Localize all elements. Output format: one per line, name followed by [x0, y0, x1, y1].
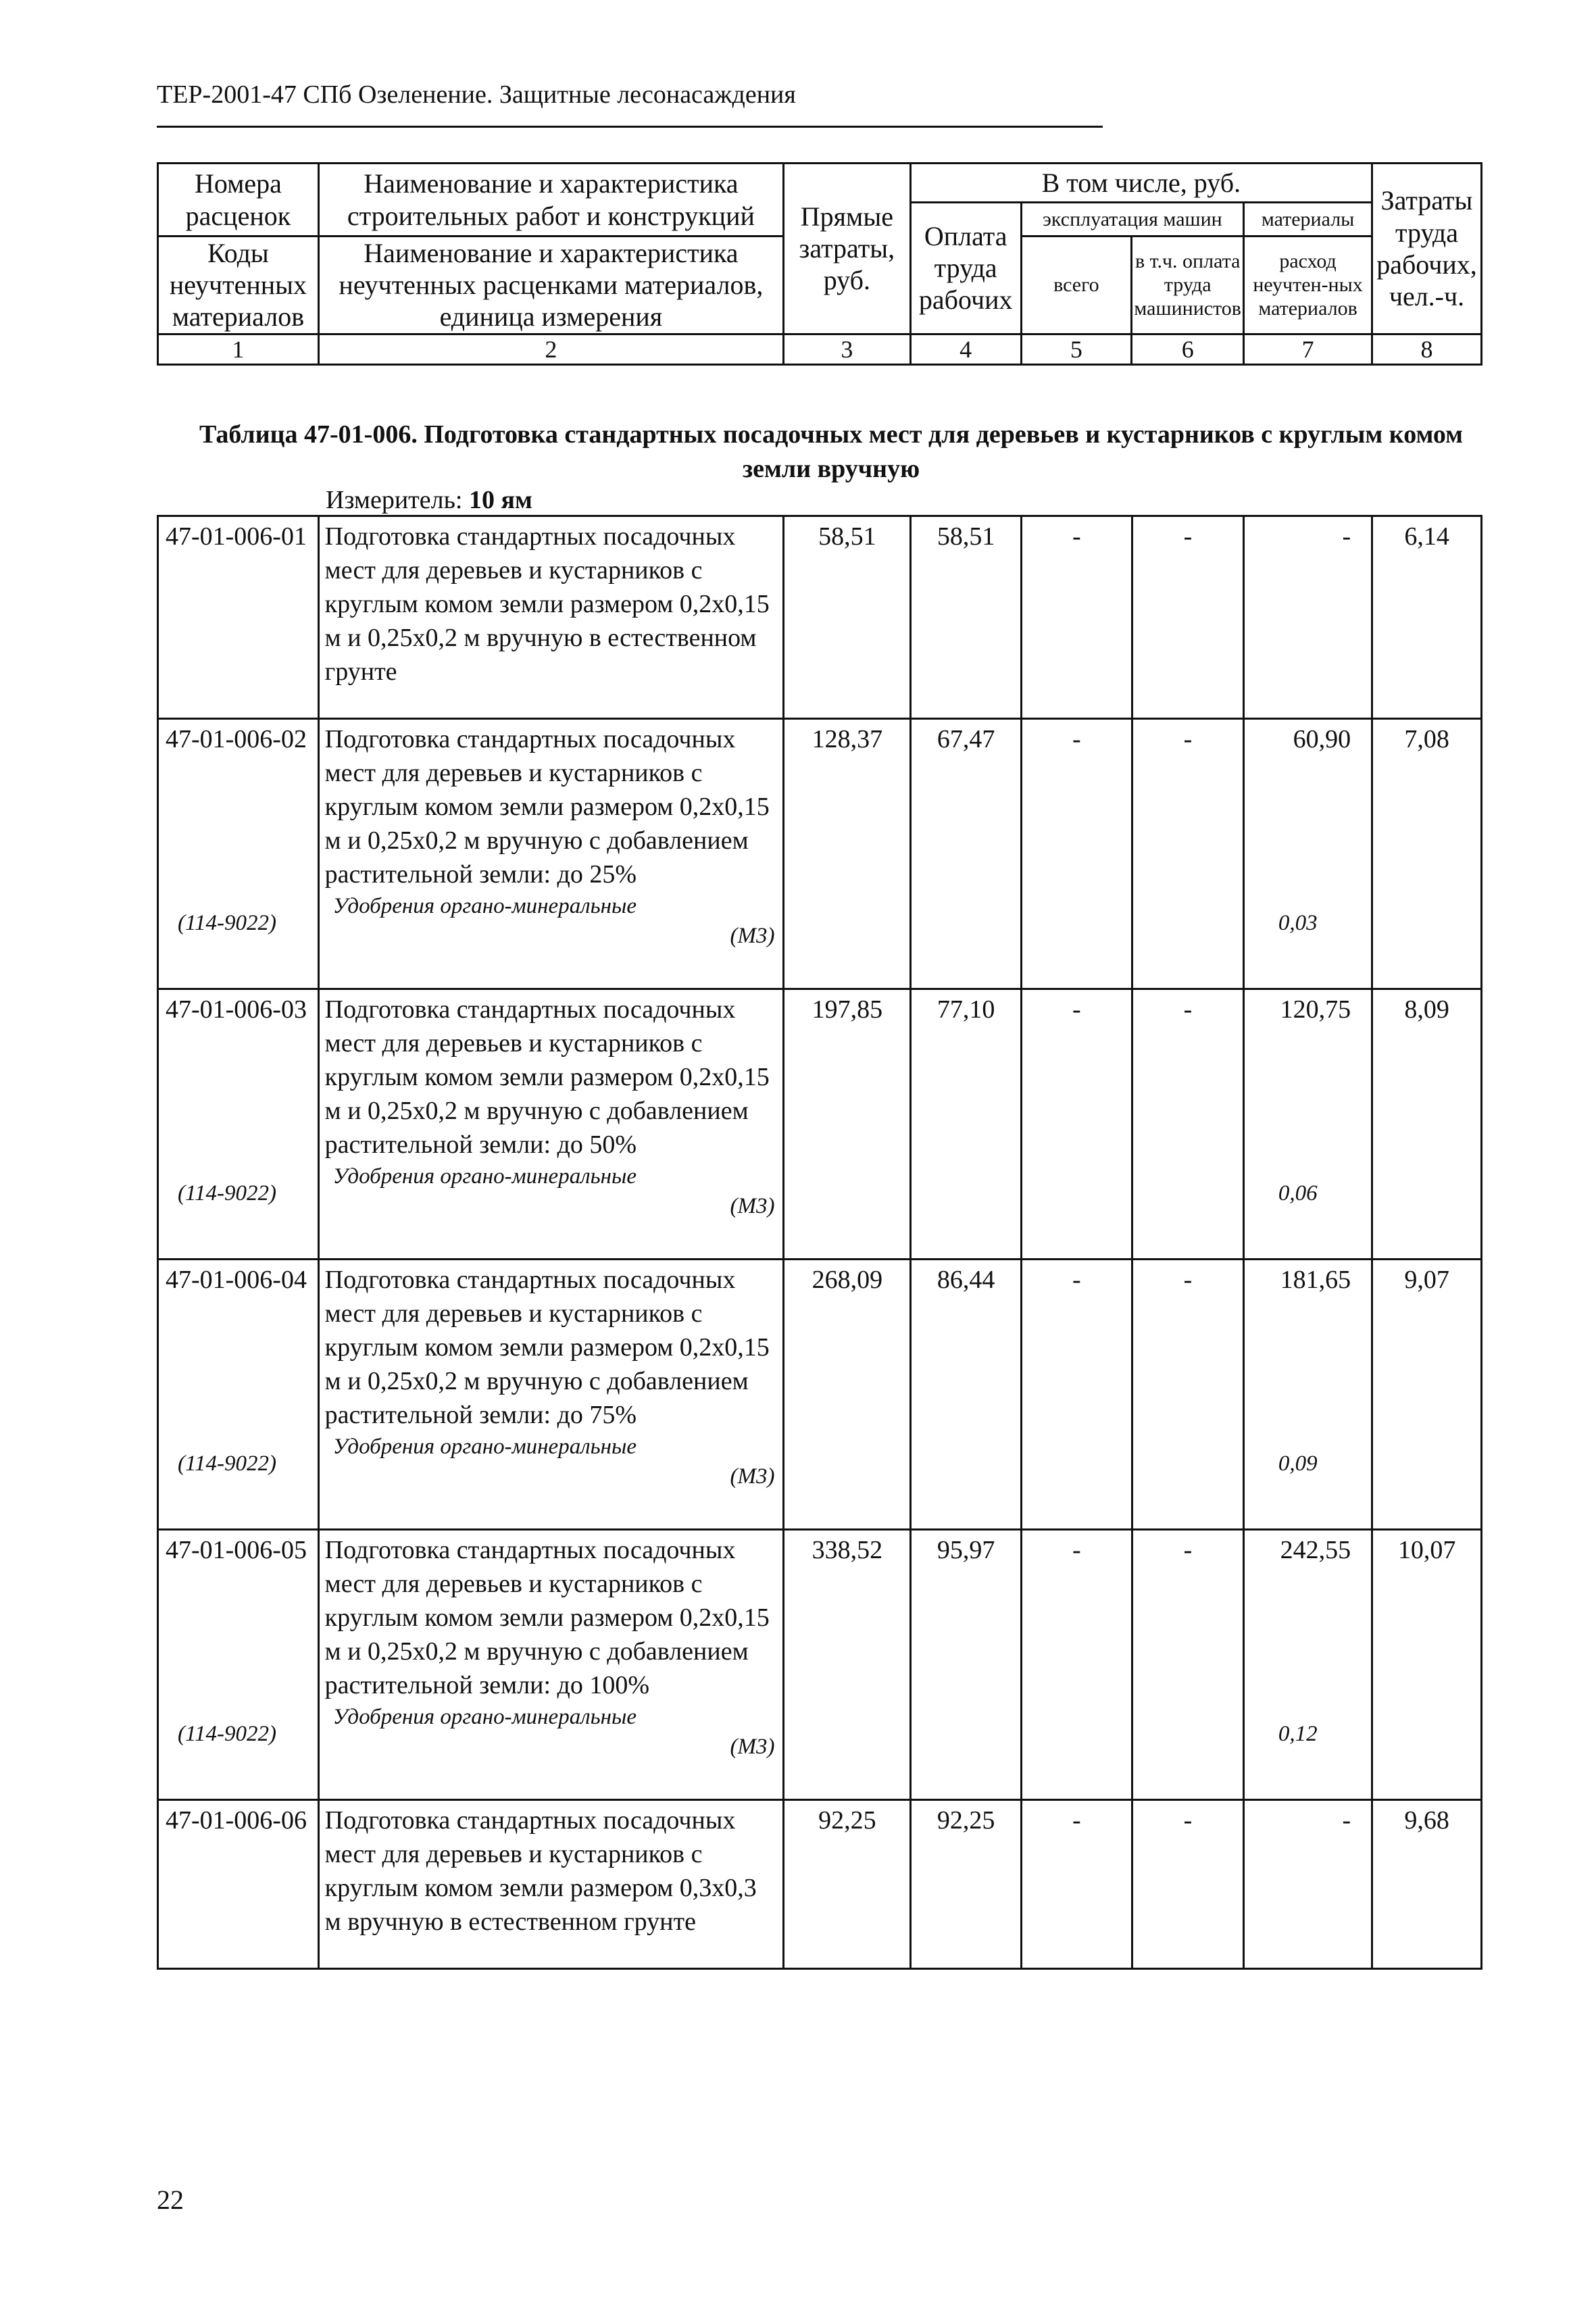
machinist-pay: - [1132, 1530, 1244, 1800]
machines-total: - [1022, 516, 1132, 719]
page-header-title: ТЕР-2001-47 СПб Озеленение. Защитные лесонасаждения [157, 80, 796, 109]
labor-hours: 9,07 [1372, 1260, 1482, 1530]
material-code: (114-9022) [178, 1722, 277, 1746]
worker-pay: 58,51 [911, 516, 1022, 719]
material-unit: (М3) [730, 1735, 775, 1759]
materials-cost: 181,65 [1280, 1266, 1351, 1294]
labor-hours: 7,08 [1372, 719, 1482, 989]
direct-costs: 268,09 [784, 1260, 911, 1530]
work-name: Подготовка стандартных посадочных мест для деревьев и кустарников с круглым комом земли размером 0,2х0,15 м и 0,25х0,2 м вручную с добавлением растительной земли: до 25% [324, 725, 770, 889]
table-row [158, 989, 1482, 1260]
work-name: Подготовка стандартных посадочных мест для деревьев и кустарников с круглым комом земли размером 0,3х0,3 м вручную в естественном грунте [318, 1800, 784, 1969]
column-number: 1 [158, 334, 319, 364]
materials-cost: 120,75 [1280, 995, 1351, 1024]
worker-pay: 86,44 [911, 1260, 1022, 1530]
rate-code-cell [158, 719, 319, 989]
direct-costs: 58,51 [784, 516, 911, 719]
work-name-cell [318, 989, 784, 1260]
header-machines-total: всего [1021, 237, 1132, 334]
table-row [158, 1530, 1482, 1800]
materials-cost: 242,55 [1280, 1536, 1351, 1564]
work-name: Подготовка стандартных посадочных мест для деревьев и кустарников с круглым комом земли размером 0,2х0,15 м и 0,25х0,2 м вручную в естественном грунте [318, 516, 784, 719]
work-name: Подготовка стандартных посадочных мест для деревьев и кустарников с круглым комом земли размером 0,2х0,15 м и 0,25х0,2 м вручную с добавлением растительной земли: до 100% [324, 1536, 770, 1699]
material-code: (114-9022) [178, 911, 277, 935]
header-unaccounted-materials: расход неучтен-ных материалов [1244, 237, 1372, 334]
direct-costs: 338,52 [784, 1530, 911, 1800]
worker-pay: 92,25 [911, 1800, 1022, 1969]
direct-costs: 92,25 [784, 1800, 911, 1969]
machines-total: - [1022, 989, 1132, 1260]
rate-code-cell [158, 989, 319, 1260]
rate-code: 47-01-006-05 [166, 1536, 307, 1564]
header-worker-pay: Оплата труда рабочих [910, 203, 1021, 334]
measure-label: Измеритель: [326, 486, 463, 514]
worker-pay: 67,47 [911, 719, 1022, 989]
labor-hours: 6,14 [1372, 516, 1482, 719]
work-name: Подготовка стандартных посадочных мест для деревьев и кустарников с круглым комом земли размером 0,2х0,15 м и 0,25х0,2 м вручную с добавлением растительной земли: до 50% [324, 995, 770, 1159]
machinist-pay: - [1132, 1260, 1244, 1530]
machinist-pay: - [1132, 516, 1244, 719]
header-rate-numbers: Номера расценок [158, 164, 319, 237]
table-row [158, 1260, 1482, 1530]
table-caption: Таблица 47-01-006. Подготовка стандартных посадочных мест для деревьев и кустарников с круглым комом земли вручную [199, 420, 1464, 484]
labor-hours: 9,68 [1372, 1800, 1482, 1969]
material-name: Удобрения органо-минеральные [332, 1705, 637, 1729]
work-name-cell [318, 1260, 784, 1530]
table-row [158, 516, 1482, 719]
header-machinist-pay: в т.ч. оплата труда машинистов [1132, 237, 1244, 334]
machines-total: - [1022, 719, 1132, 989]
material-unit: (М3) [730, 1464, 775, 1489]
worker-pay: 95,97 [911, 1530, 1022, 1800]
material-name: Удобрения органо-минеральные [332, 1164, 637, 1189]
column-number: 8 [1372, 334, 1481, 364]
materials-cell [1244, 719, 1372, 989]
rate-code-cell [158, 1530, 319, 1800]
rate-code: 47-01-006-01 [158, 516, 319, 719]
worker-pay: 77,10 [911, 989, 1022, 1260]
column-header-table [157, 162, 1482, 366]
table-row [158, 1800, 1482, 1969]
material-quantity: 0,06 [1278, 1181, 1318, 1205]
machines-total: - [1022, 1530, 1132, 1800]
material-unit: (М3) [730, 924, 775, 948]
material-unit: (М3) [730, 1194, 775, 1218]
material-quantity: 0,09 [1278, 1451, 1318, 1476]
material-name: Удобрения органо-минеральные [332, 1435, 637, 1459]
work-name: Подготовка стандартных посадочных мест для деревьев и кустарников с круглым комом земли размером 0,2х0,15 м и 0,25х0,2 м вручную с добавлением растительной земли: до 75% [324, 1266, 770, 1429]
measure-value: 10 ям [469, 486, 532, 514]
column-number: 3 [783, 334, 910, 364]
machines-total: - [1022, 1260, 1132, 1530]
rate-code: 47-01-006-04 [166, 1266, 307, 1294]
machines-total: - [1022, 1800, 1132, 1969]
machinist-pay: - [1132, 1800, 1244, 1969]
header-direct-costs: Прямые затраты, руб. [783, 164, 910, 334]
column-number: 4 [910, 334, 1021, 364]
header-material-name: Наименование и характеристика неучтенных расценками материалов, единица измерения [318, 237, 783, 334]
materials-cell [1244, 1260, 1372, 1530]
machinist-pay: - [1132, 719, 1244, 989]
header-material-codes: Коды неучтенных материалов [158, 237, 319, 334]
direct-costs: 197,85 [784, 989, 911, 1260]
materials-cost: - [1244, 516, 1372, 719]
table-row [158, 719, 1482, 989]
rates-table [157, 515, 1482, 1970]
column-number: 2 [318, 334, 783, 364]
header-including-group: В том числе, руб. [910, 164, 1372, 203]
material-quantity: 0,03 [1278, 911, 1318, 935]
materials-cost: - [1244, 1800, 1372, 1969]
direct-costs: 128,37 [784, 719, 911, 989]
column-number: 5 [1021, 334, 1132, 364]
rate-code: 47-01-006-03 [166, 995, 307, 1024]
machinist-pay: - [1132, 989, 1244, 1260]
column-number: 7 [1244, 334, 1372, 364]
rate-code: 47-01-006-02 [166, 725, 307, 753]
page-number: 22 [157, 2185, 184, 2215]
work-name-cell [318, 1530, 784, 1800]
header-rule [157, 126, 1103, 128]
materials-cell [1244, 1530, 1372, 1800]
header-materials: материалы [1244, 203, 1372, 237]
work-name-cell [318, 719, 784, 989]
material-code: (114-9022) [178, 1451, 277, 1476]
material-quantity: 0,12 [1278, 1722, 1318, 1746]
material-code: (114-9022) [178, 1181, 277, 1205]
header-labor-hours: Затраты труда рабочих, чел.-ч. [1372, 164, 1481, 334]
rate-code: 47-01-006-06 [158, 1800, 319, 1969]
measure-unit [326, 485, 532, 515]
material-name: Удобрения органо-минеральные [332, 894, 637, 918]
header-machine-operation: эксплуатация машин [1021, 203, 1244, 237]
rate-code-cell [158, 1260, 319, 1530]
labor-hours: 8,09 [1372, 989, 1482, 1260]
materials-cost: 60,90 [1293, 725, 1351, 753]
column-number: 6 [1132, 334, 1244, 364]
header-work-name: Наименование и характеристика строительных работ и конструкций [318, 164, 783, 237]
labor-hours: 10,07 [1372, 1530, 1482, 1800]
materials-cell [1244, 989, 1372, 1260]
